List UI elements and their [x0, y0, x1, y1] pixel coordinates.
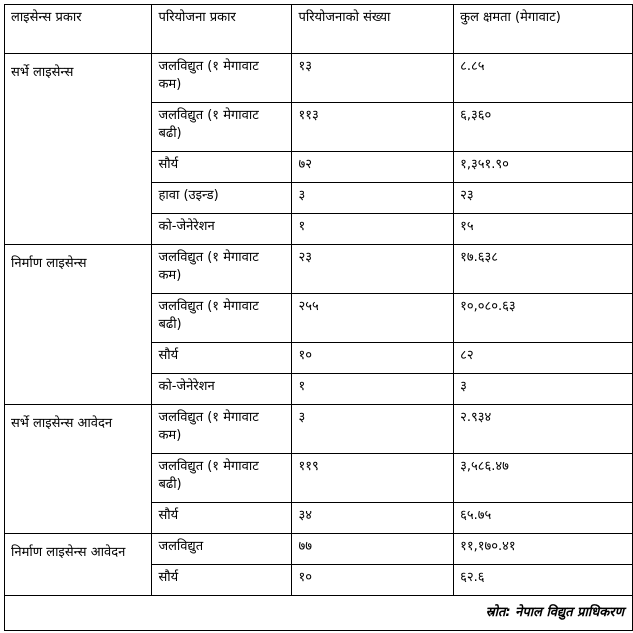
project-count-cell: १०: [292, 343, 454, 374]
project-count-cell: ३: [292, 405, 454, 454]
project-type-cell: हावा (उइन्ड): [152, 183, 292, 214]
table-row: [5, 534, 633, 565]
project-count-cell: १०: [292, 565, 454, 596]
table-row: [5, 405, 633, 454]
project-type-cell: जलविद्युत (१ मेगावाट कम): [152, 245, 292, 294]
project-type-cell: सौर्य: [152, 503, 292, 534]
project-count-cell: १: [292, 214, 454, 245]
header-license-type: लाइसेन्स प्रकार: [5, 5, 152, 54]
project-type-cell: जलविद्युत: [152, 534, 292, 565]
total-capacity-cell: ८.८५: [454, 54, 633, 103]
license-type-cell: निर्माण लाइसेन्स आवेदन: [5, 534, 152, 596]
project-type-cell: सौर्य: [152, 565, 292, 596]
project-count-cell: ७२: [292, 152, 454, 183]
project-type-cell: को-जेनेरेशन: [152, 374, 292, 405]
license-table-container: [4, 4, 633, 631]
project-count-cell: ११९: [292, 454, 454, 503]
project-type-cell: जलविद्युत (१ मेगावाट बढी): [152, 103, 292, 152]
project-type-cell: को-जेनेरेशन: [152, 214, 292, 245]
license-type-cell: निर्माण लाइसेन्स: [5, 245, 152, 405]
total-capacity-cell: ३: [454, 374, 633, 405]
license-table: [4, 4, 633, 631]
total-capacity-cell: ६५.७५: [454, 503, 633, 534]
project-count-cell: ७७: [292, 534, 454, 565]
project-count-cell: १३: [292, 54, 454, 103]
total-capacity-cell: ११,१७०.४१: [454, 534, 633, 565]
table-row: [5, 54, 633, 103]
project-count-cell: ११३: [292, 103, 454, 152]
total-capacity-cell: २.९३४: [454, 405, 633, 454]
project-type-cell: सौर्य: [152, 343, 292, 374]
project-type-cell: सौर्य: [152, 152, 292, 183]
total-capacity-cell: १७.६३८: [454, 245, 633, 294]
project-type-cell: जलविद्युत (१ मेगावाट बढी): [152, 294, 292, 343]
total-capacity-cell: ८२: [454, 343, 633, 374]
table-body: [5, 54, 633, 596]
license-type-cell: सर्भे लाइसेन्स: [5, 54, 152, 245]
total-capacity-cell: २३: [454, 183, 633, 214]
header-row: [5, 5, 633, 54]
header-total-capacity: कुल क्षमता (मेगावाट): [454, 5, 633, 54]
project-type-cell: जलविद्युत (१ मेगावाट कम): [152, 54, 292, 103]
total-capacity-cell: १०,०८०.६३: [454, 294, 633, 343]
table-row: [5, 245, 633, 294]
header-project-type: परियोजना प्रकार: [152, 5, 292, 54]
project-count-cell: ३: [292, 183, 454, 214]
source-row: [5, 596, 633, 631]
total-capacity-cell: ३,५८६.४७: [454, 454, 633, 503]
total-capacity-cell: १,३५१.९०: [454, 152, 633, 183]
header-project-count: परियोजनाको संख्या: [292, 5, 454, 54]
total-capacity-cell: १५: [454, 214, 633, 245]
license-type-cell: सर्भे लाइसेन्स आवेदन: [5, 405, 152, 534]
project-type-cell: जलविद्युत (१ मेगावाट बढी): [152, 454, 292, 503]
total-capacity-cell: ६२.६: [454, 565, 633, 596]
project-count-cell: २३: [292, 245, 454, 294]
total-capacity-cell: ६,३६०: [454, 103, 633, 152]
project-type-cell: जलविद्युत (१ मेगावाट कम): [152, 405, 292, 454]
source-note: स्रोत: नेपाल विद्युत प्राधिकरण: [5, 596, 633, 631]
project-count-cell: ३४: [292, 503, 454, 534]
project-count-cell: २५५: [292, 294, 454, 343]
project-count-cell: १: [292, 374, 454, 405]
